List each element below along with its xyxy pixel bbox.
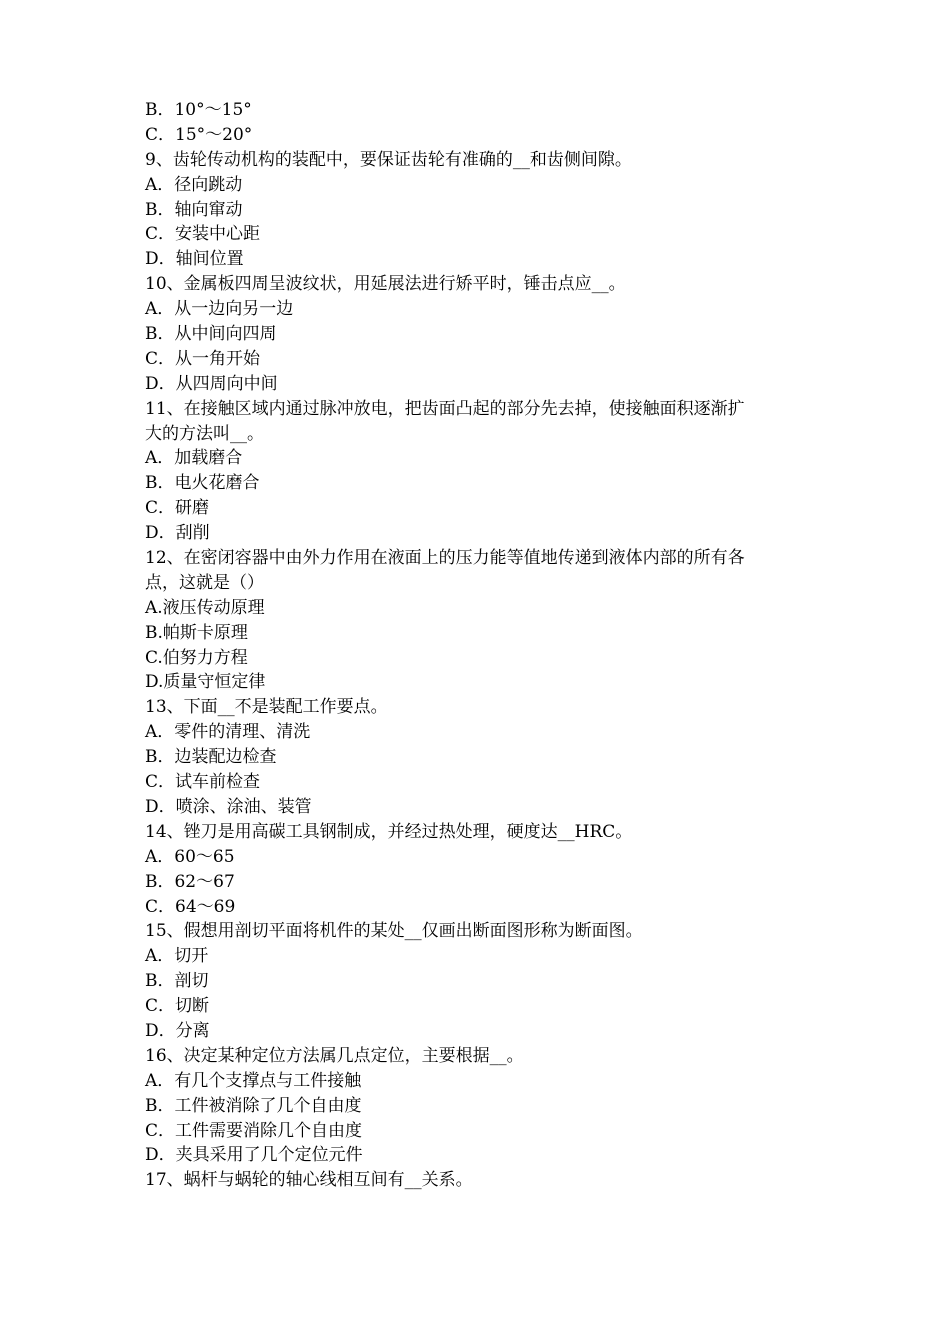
option-line: B．从中间向四周 [145,324,277,345]
option-line: B．剖切 [145,971,209,992]
option-line: D．喷涂、涂油、装管 [145,796,312,817]
option-line: B．电火花磨合 [145,473,260,494]
option-line: D．从四周向中间 [145,373,278,394]
option-line: D.质量守恒定律 [145,672,266,693]
option-line: A.液压传动原理 [145,597,265,618]
option-line: C．研磨 [145,498,210,519]
option-line: A．加载磨合 [145,448,243,469]
option-line: C．15°～20° [145,124,253,145]
option-line: B．工件被消除了几个自由度 [145,1095,362,1116]
question-11-continued: 大的方法叫__。 [145,423,264,444]
option-line: B．62～67 [145,871,235,892]
question-12-continued: 点，这就是（） [145,572,264,593]
option-line: A．从一边向另一边 [145,299,294,320]
option-line: B．边装配边检查 [145,747,277,768]
option-line: C.伯努力方程 [145,647,248,668]
option-line: C．切断 [145,996,210,1017]
option-line: D．夹具采用了几个定位元件 [145,1145,363,1166]
option-line: B.帕斯卡原理 [145,622,248,643]
option-line: D．分离 [145,1020,210,1041]
option-line: C．从一角开始 [145,348,261,369]
option-line: A．切开 [145,946,209,967]
option-line: A．有几个支撑点与工件接触 [145,1070,362,1091]
option-line: B．轴向窜动 [145,199,243,220]
option-line: A．60～65 [145,846,235,867]
option-line: A．径向跳动 [145,174,243,195]
question-9: 9、齿轮传动机构的装配中，要保证齿轮有准确的__和齿侧间隙。 [145,149,632,170]
question-13: 13、下面__不是装配工作要点。 [145,697,388,718]
option-line: C．安装中心距 [145,224,261,245]
option-line: D．刮削 [145,523,210,544]
question-17: 17、蜗杆与蜗轮的轴心线相互间有__关系。 [145,1170,473,1191]
question-16: 16、决定某种定位方法属几点定位，主要根据__。 [145,1045,524,1066]
option-line: C．工件需要消除几个自由度 [145,1120,363,1141]
option-line: C．试车前检查 [145,772,261,793]
question-14: 14、锉刀是用高碳工具钢制成，并经过热处理，硬度达__HRC。 [145,821,633,842]
document-body [145,98,815,1193]
question-15: 15、假想用剖切平面将机件的某处__仅画出断面图形称为断面图。 [145,921,643,942]
question-10: 10、金属板四周呈波纹状，用延展法进行矫平时，锤击点应__。 [145,274,626,295]
option-line: D．轴间位置 [145,249,244,270]
option-line: A．零件的清理、清洗 [145,722,311,743]
question-11: 11、在接触区域内通过脉冲放电，把齿面凸起的部分先去掉，使接触面积逐渐扩 [145,398,745,419]
option-line: C．64～69 [145,896,236,917]
question-12: 12、在密闭容器中由外力作用在液面上的压力能等值地传递到液体内部的所有各 [145,548,745,569]
option-line: B．10°～15° [145,100,252,120]
